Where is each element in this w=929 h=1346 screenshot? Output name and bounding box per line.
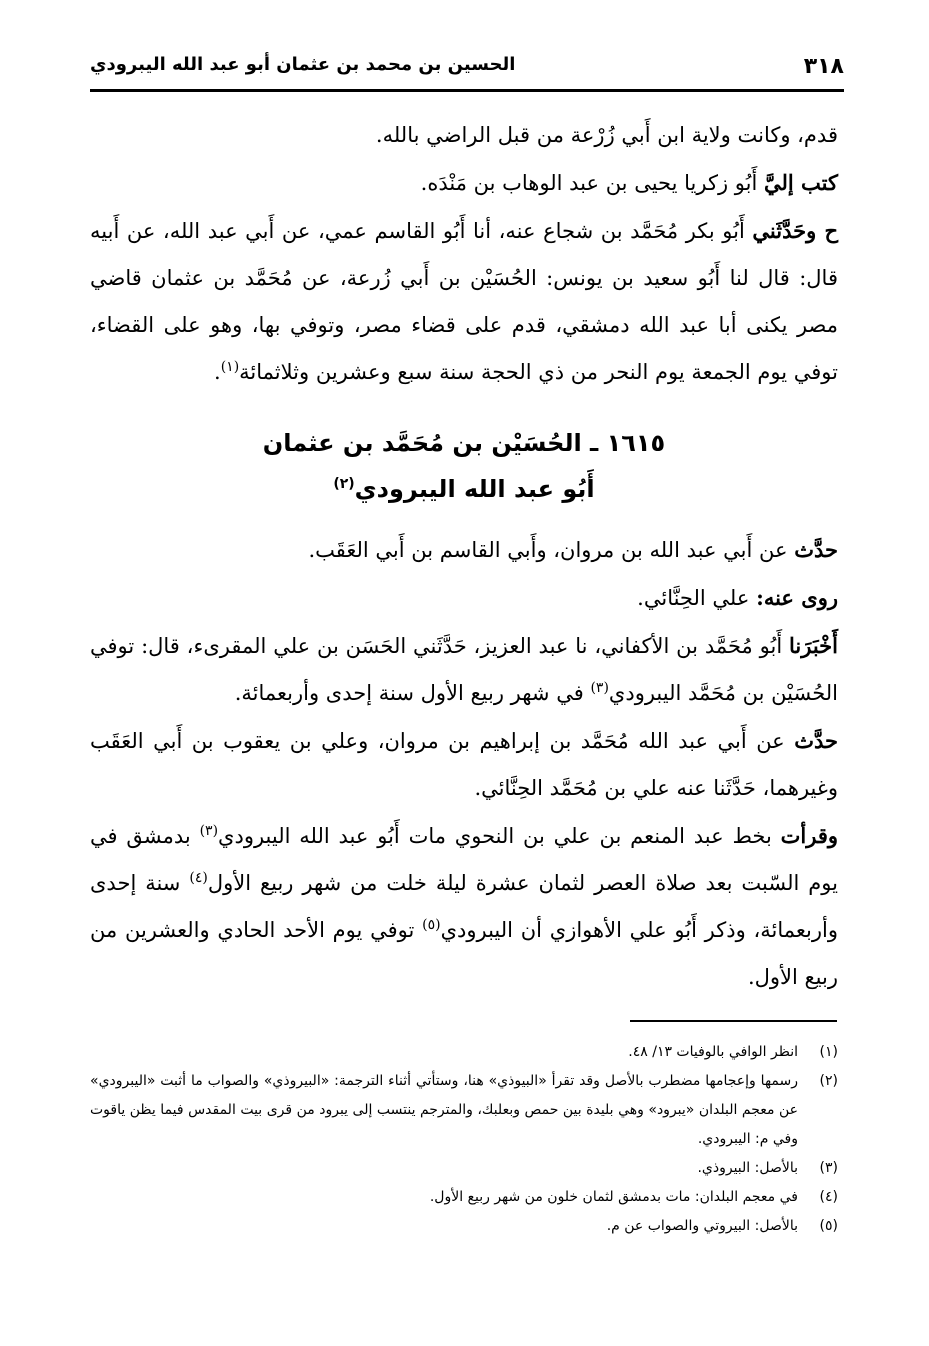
- paragraph: [90, 526, 838, 574]
- paragraph-text: أَبُو مُحَمَّد بن الأكفاني، نا عبد العزيز، حَدَّثَني الحَسَن بن علي المقرىء، قال: توفي الحُسَيْن بن مُحَمَّد اليبرودي: [90, 634, 838, 705]
- footnote-reference: (١): [220, 359, 240, 375]
- paragraph-text: في شهر ربيع الأول سنة إحدى وأربعمائة.: [234, 681, 584, 705]
- footnote: [90, 1183, 838, 1212]
- transmission-term: روى عنه:: [756, 585, 838, 610]
- footnote-reference: (٣): [590, 680, 609, 696]
- preceding-entry-text: [90, 112, 838, 396]
- paragraph: [90, 159, 838, 207]
- entry-heading-line-2: [90, 466, 838, 512]
- paragraph: [90, 812, 838, 1001]
- transmission-term: أَخْبَرَنا: [789, 633, 838, 658]
- transmission-term: ح وحَدَّثَني: [752, 218, 838, 243]
- footnote: [90, 1212, 838, 1241]
- entry-heading-line-1: ١٦١٥ ـ الحُسَيْن بن مُحَمَّد بن عثمان: [262, 429, 666, 457]
- paragraph-text: سنة إحدى وأربعمائة، وذكر أَبُو علي الأهوازي أن اليبرودي: [90, 871, 838, 942]
- footnote-text: رسمها وإعجامها مضطرب بالأصل وقد تقرأ «البيوذي» هنا، وستأتي أثناء الترجمة: «البيروذي» والصواب ما أثبت «اليبرودي» عن معجم البلدان «يبرود» وهي بليدة بين حمص وبعلبك، والمترجم ينتسب إلى يبرود من قرى بيت المقدس فيما يظن ياقوت وفي م: اليبرودي.: [90, 1073, 798, 1147]
- paragraph-text: عن أَبي عبد الله مُحَمَّد بن إبراهيم بن مروان، وعلي بن يعقوب بن أَبي العَقَب وغيرهما، حَدَّثَنا عنه علي بن مُحَمَّد الحِنَّائي.: [90, 729, 838, 800]
- paragraph: [90, 574, 838, 622]
- paragraph-text: توفي يوم الأحد الحادي والعشرين من ربيع الأول.: [90, 918, 838, 989]
- entry-body: [90, 526, 838, 1001]
- footnote-text: بالأصل: البيروذي.: [697, 1160, 798, 1176]
- footnote-separator: [630, 1020, 837, 1022]
- footnote-number: (٥): [819, 1218, 838, 1234]
- footnote-text: في معجم البلدان: مات بدمشق لثمان خلون من شهر ربيع الأول.: [429, 1189, 798, 1205]
- footnote-reference: (٥): [422, 917, 441, 933]
- paragraph-text: بخط عبد المنعم بن علي بن النحوي مات أَبُو عبد الله اليبرودي: [218, 824, 772, 848]
- footnote-number: (٢): [819, 1073, 838, 1089]
- paragraph-text: بدمشق في يوم السّبت بعد صلاة العصر لثمان عشرة ليلة خلت من شهر ربيع الأول: [90, 824, 838, 895]
- footnote-number: (٣): [819, 1160, 838, 1176]
- paragraph: [90, 717, 838, 812]
- footnote-text: انظر الوافي بالوفيات ١٣/ ٤٨.: [628, 1044, 798, 1060]
- footnote-reference: (٢): [333, 476, 355, 492]
- paragraph-text: علي الحِنَّائي.: [637, 586, 750, 610]
- footnote: [90, 1067, 838, 1154]
- transmission-term: كتب إليَّ: [763, 170, 838, 195]
- footnote-number: (١): [819, 1044, 838, 1060]
- paragraph: [90, 622, 838, 717]
- transmission-term: حدَّث: [794, 728, 838, 753]
- transmission-term: حدَّث: [794, 537, 838, 562]
- page-header: [90, 50, 844, 92]
- footnote-text: بالأصل: البيروتي والصواب عن م.: [606, 1218, 798, 1234]
- paragraph-text: أَبُو بكر مُحَمَّد بن شجاع عنه، أنا أَبُو القاسم عمي، عن أَبي عبد الله، عن أَبيه قال: قال لنا أَبُو سعيد بن يونس: الحُسَيْن بن أَبي زُرعة، عن مُحَمَّد بن عثمان قاضي مصر يكنى أبا عبد الله دمشقي، قدم على قضاء مصر، وتوفي بها، وهو على القضاء، توفي يوم الجمعة يوم النحر من ذي الحجة سنة سبع وعشرين وثلاثمائة: [90, 219, 838, 384]
- page-number: ٣١٨: [803, 54, 844, 79]
- footnote-reference: (٣): [199, 823, 219, 839]
- paragraph-text: أَبُو زكريا يحيى بن عبد الوهاب بن مَنْدَه.: [420, 171, 758, 195]
- running-title: الحسين بن محمد بن عثمان أبو عبد الله اليبرودي: [90, 54, 516, 75]
- entry-heading-name: أَبُو عبد الله اليبرودي: [354, 475, 595, 503]
- footnote-number: (٤): [819, 1189, 838, 1205]
- entry-heading: [90, 420, 838, 512]
- footnote: [90, 1038, 838, 1067]
- paragraph: [90, 112, 838, 159]
- footnote-reference: (٤): [189, 870, 208, 886]
- paragraph-text: عن أَبي عبد الله بن مروان، وأَبي القاسم بن أَبي العَقَب.: [308, 538, 788, 562]
- footnotes: [90, 1038, 838, 1241]
- paragraph: [90, 207, 838, 396]
- paragraph-text: قدم، وكانت ولاية ابن أَبي زُرْعة من قبل الراضي بالله.: [375, 123, 838, 147]
- footnote: [90, 1154, 838, 1183]
- paragraph-end: .: [214, 360, 221, 384]
- header-rule: [90, 89, 844, 92]
- transmission-term: وقرأت: [780, 823, 838, 848]
